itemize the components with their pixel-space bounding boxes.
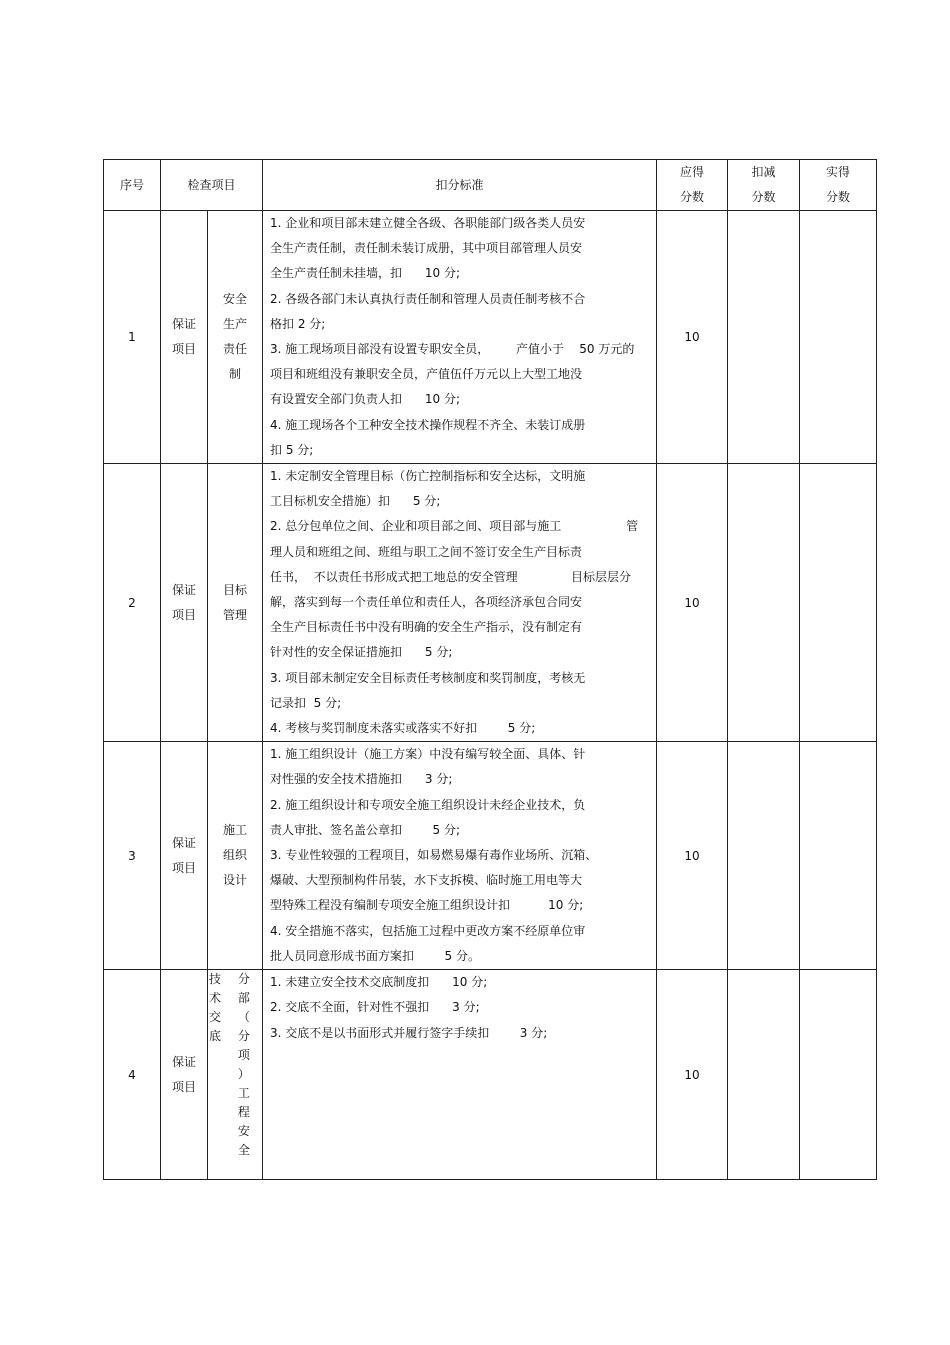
table-row <box>104 211 877 464</box>
criteria-line: 对性强的安全技术措施扣 3 分; <box>270 772 453 787</box>
row-due-score: 10 <box>657 742 728 970</box>
criteria-line: 型特殊工程没有编制专项安全施工组织设计扣 10 分; <box>270 898 584 913</box>
header-row <box>104 160 877 211</box>
row-category <box>161 211 208 464</box>
criteria-line: 1. 未定制安全管理目标（伤亡控制指标和安全达标，文明施 <box>270 469 586 484</box>
criteria-line: 4. 考核与奖罚制度未落实或落实不好扣 5 分; <box>270 721 536 736</box>
criteria-line: 全生产责任制未挂墙，扣 10 分; <box>270 266 461 281</box>
row-actual-score[interactable] <box>800 742 877 970</box>
row-item <box>208 464 263 742</box>
item-line: 组织 <box>223 848 248 863</box>
item-line: 施工 <box>223 823 248 838</box>
item-char: 分 <box>237 972 250 987</box>
row-due-score: 10 <box>657 211 728 464</box>
category-line: 项目 <box>171 607 196 622</box>
item-column-right <box>237 970 251 1160</box>
criteria-line: 格扣 2 分; <box>270 316 326 331</box>
criteria-line: 3. 交底不是以书面形式并履行签字手续扣 3 分; <box>270 1025 548 1040</box>
criteria-line: 项目和班组没有兼职安全员，产值伍仟万元以上大型工地没 <box>270 367 583 382</box>
row-seq: 1 <box>104 211 161 464</box>
criteria-line: 全生产责任制，责任制未装订成册，其中项目部管理人员安 <box>270 241 583 256</box>
item-column-left <box>208 970 222 1046</box>
row-deduct-score[interactable] <box>728 464 800 742</box>
header-seq: 序号 <box>104 160 161 211</box>
row-seq: 3 <box>104 742 161 970</box>
item-char: 技 <box>208 972 221 987</box>
row-seq: 4 <box>104 970 161 1180</box>
criteria-line: 有设置安全部门负责人扣 10 分; <box>270 392 461 407</box>
category-line: 保证 <box>171 1054 196 1069</box>
header-check-item: 检查项目 <box>161 160 263 211</box>
criteria-line: 4. 安全措施不落实，包括施工过程中更改方案不经原单位审 <box>270 923 586 938</box>
criteria-line: 3. 项目部未制定安全目标责任考核制度和奖罚制度，考核无 <box>270 670 586 685</box>
item-line: 安全 <box>223 292 248 307</box>
item-line: 管理 <box>223 607 248 622</box>
header-criteria: 扣分标准 <box>263 160 657 211</box>
criteria-line: 4. 施工现场各个工种安全技术操作规程不齐全、未装订成册 <box>270 417 586 432</box>
item-char: 工 <box>237 1086 250 1101</box>
criteria-line: 爆破、大型预制构件吊装，水下支拆模、临时施工用电等大 <box>270 873 583 888</box>
header-due-score-line2: 分数 <box>680 190 705 204</box>
header-deduct-line2: 分数 <box>751 190 776 204</box>
header-due-score-line1: 应得 <box>680 165 705 179</box>
row-criteria <box>263 970 657 1180</box>
criteria-line: 1. 施工组织设计（施工方案）中没有编写较全面、具体、针 <box>270 747 586 762</box>
row-due-score: 10 <box>657 464 728 742</box>
category-line: 保证 <box>171 317 196 332</box>
category-line: 保证 <box>171 835 196 850</box>
table-row <box>104 970 877 1180</box>
row-category <box>161 970 208 1180</box>
row-seq: 2 <box>104 464 161 742</box>
row-criteria <box>263 742 657 970</box>
criteria-line: 2. 施工组织设计和专项安全施工组织设计未经企业技术，负 <box>270 797 586 812</box>
criteria-line: 1. 企业和项目部未建立健全各级、各职能部门级各类人员安 <box>270 216 586 230</box>
criteria-line: 工目标机安全措施）扣 5 分; <box>270 494 441 509</box>
item-char: 底 <box>208 1029 221 1044</box>
row-deduct-score[interactable] <box>728 211 800 464</box>
header-actual-line1: 实得 <box>826 165 851 179</box>
criteria-line: 2. 交底不全面，针对性不强扣 3 分; <box>270 1000 480 1015</box>
criteria-line: 责人审批、签名盖公章扣 5 分; <box>270 822 461 837</box>
category-line: 项目 <box>171 342 196 357</box>
header-actual-score <box>800 160 877 211</box>
item-line: 制 <box>229 367 242 382</box>
criteria-line: 理人员和班组之间、班组与职工之间不签订安全生产目标责 <box>270 544 583 559</box>
criteria-line: 任书， 不以责任书形成式把工地总的安全管理 目标层层分 <box>270 569 632 584</box>
row-item <box>208 211 263 464</box>
item-char: 分 <box>237 1029 250 1044</box>
row-category <box>161 742 208 970</box>
row-criteria <box>263 211 657 464</box>
table-row <box>104 742 877 970</box>
row-item <box>208 742 263 970</box>
row-actual-score[interactable] <box>800 970 877 1180</box>
inspection-table <box>103 159 877 1180</box>
category-line: 项目 <box>171 1079 196 1094</box>
category-line: 项目 <box>171 860 196 875</box>
header-due-score <box>657 160 728 211</box>
criteria-line: 2. 总分包单位之间、企业和项目部之间、项目部与施工 管 <box>270 519 639 534</box>
row-deduct-score[interactable] <box>728 742 800 970</box>
row-criteria <box>263 464 657 742</box>
category-line: 保证 <box>171 582 196 597</box>
row-actual-score[interactable] <box>800 211 877 464</box>
item-char: （ <box>237 1010 250 1025</box>
criteria-line: 全生产目标责任书中没有明确的安全生产指示，没有制定有 <box>270 620 583 635</box>
item-char: 程 <box>237 1105 250 1120</box>
criteria-line: 3. 专业性较强的工程项目，如易燃易爆有毒作业场所、沉箱、 <box>270 848 598 863</box>
row-item-vertical <box>208 970 263 1180</box>
header-deduct-score <box>728 160 800 211</box>
criteria-line: 3. 施工现场项目部没有设置专职安全员， 产值小于 50 万元的 <box>270 342 635 357</box>
header-actual-line2: 分数 <box>826 190 851 204</box>
criteria-line: 记录扣 5 分; <box>270 695 342 710</box>
item-char: ） <box>237 1067 250 1082</box>
table-row <box>104 464 877 742</box>
item-char: 交 <box>208 1010 221 1025</box>
item-char: 全 <box>237 1143 250 1158</box>
item-line: 生产 <box>223 317 248 332</box>
item-line: 责任 <box>223 342 248 357</box>
item-line: 设计 <box>223 873 248 888</box>
criteria-line: 1. 未建立安全技术交底制度扣 10 分; <box>270 975 488 990</box>
criteria-line: 解，落实到每一个责任单位和责任人，各项经济承包合同安 <box>270 595 583 610</box>
header-deduct-line1: 扣减 <box>751 165 776 179</box>
item-char: 安 <box>237 1124 250 1139</box>
item-line: 目标 <box>223 582 248 597</box>
row-category <box>161 464 208 742</box>
criteria-line: 扣 5 分; <box>270 442 314 457</box>
row-due-score: 10 <box>657 970 728 1180</box>
item-char: 术 <box>208 991 221 1006</box>
criteria-line: 针对性的安全保证措施扣 5 分; <box>270 645 453 660</box>
row-actual-score[interactable] <box>800 464 877 742</box>
row-deduct-score[interactable] <box>728 970 800 1180</box>
item-char: 部 <box>237 991 250 1006</box>
criteria-line: 批人员同意形成书面方案扣 5 分。 <box>270 948 480 963</box>
criteria-line: 2. 各级各部门未认真执行责任制和管理人员责任制考核不合 <box>270 291 586 306</box>
item-char: 项 <box>237 1048 250 1063</box>
